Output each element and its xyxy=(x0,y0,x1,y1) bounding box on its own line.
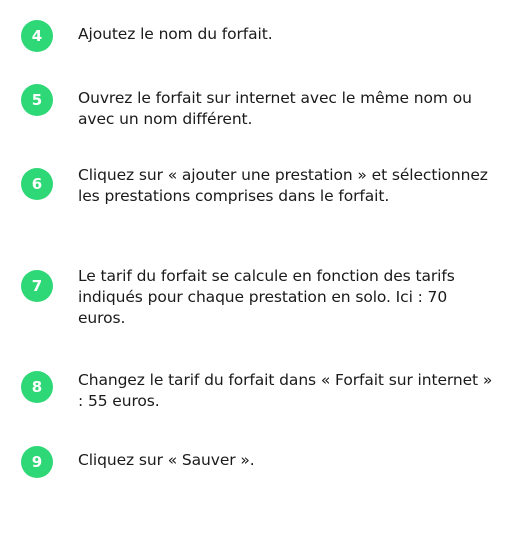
step-text: Cliquez sur « ajouter une prestation » et sélectionnez les prestations comprises dans le forfait. xyxy=(78,166,488,205)
step-text: Ajoutez le nom du forfait. xyxy=(78,25,273,43)
step-item xyxy=(21,20,273,52)
step-number-badge: 5 xyxy=(21,84,53,116)
step-text: Changez le tarif du forfait dans « Forfait sur internet » : 55 euros. xyxy=(78,371,493,410)
step-number-badge: 4 xyxy=(21,20,53,52)
step-item xyxy=(21,166,488,205)
step-item xyxy=(21,446,255,478)
step-text: Le tarif du forfait se calcule en fonction des tarifs indiqués pour chaque prestation en solo. Ici : 70 euros. xyxy=(78,267,455,327)
step-number-badge: 8 xyxy=(21,371,53,403)
step-number-badge: 7 xyxy=(21,270,53,302)
step-number-badge: 6 xyxy=(21,168,53,200)
step-text: Cliquez sur « Sauver ». xyxy=(78,451,255,469)
step-item xyxy=(21,84,472,128)
step-number-badge: 9 xyxy=(21,446,53,478)
step-item xyxy=(21,267,455,327)
step-text: Ouvrez le forfait sur internet avec le même nom ou avec un nom différent. xyxy=(78,89,472,128)
step-item xyxy=(21,371,493,410)
